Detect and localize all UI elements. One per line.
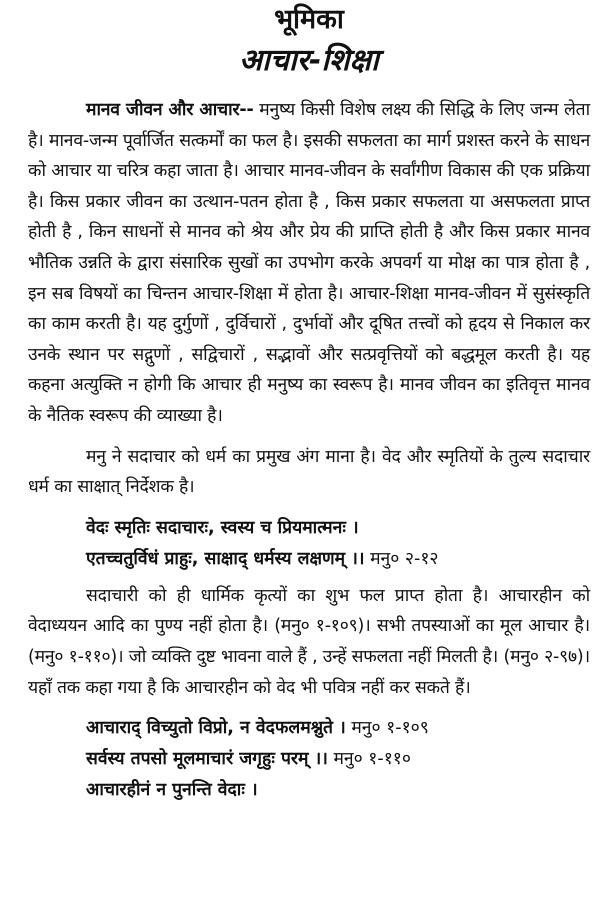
verse-1-line-1 [86, 513, 590, 544]
document-page [0, 3, 600, 901]
verse-2-reference-2: मनु० १-११० [327, 749, 412, 770]
verse-2-line-2-text: सर्वस्य तपसो मूलमाचारं जगृहुः परम् ।। [86, 749, 328, 770]
verse-1-line-2 [86, 544, 590, 575]
verse-2-line-1-text: आचाराद् विच्युतो विप्रो, न वेदफलमश्नुते । [86, 718, 346, 739]
paragraph-1 [28, 95, 590, 432]
verse-2-line-1 [86, 713, 590, 744]
verse-1-reference: मनु० २-१२ [364, 548, 439, 569]
verse-2-line-3 [86, 775, 590, 806]
verse-2-reference-1: मनु० १-१०९ [345, 718, 429, 739]
verse-block-2 [28, 713, 590, 806]
verse-block-1 [28, 513, 590, 575]
verse-1-line-1-text: वेदः स्मृतिः सदाचारः, स्वस्य च प्रियमात्मनः । [86, 517, 359, 538]
verse-1-line-2-text: एतच्चतुर्विधं प्राहुः, साक्षाद् धर्मस्य लक्षणम् ।। [86, 548, 365, 569]
verse-2-line-2 [86, 744, 590, 775]
page-heading: भूमिका [274, 4, 344, 35]
paragraph-1-text: मनुष्य किसी विशेष लक्ष्य की सिद्धि के लिए जन्म लेता है। मानव-जन्म पूर्वार्जित सत्कर्मों का फल है। इसकी सफलता का मार्ग प्रशस्त करने के साधन को आचार या चरित्र कहा जाता है। आचार मानव-जीवन के सर्वांगीण विकास की एक प्रक्रिया है। किस प्रकार जीवन का उत्थान-पतन होता है , किस प्रकार सफलता या असफलता प्राप्त होती है , किन साधनों से मानव को श्रेय और प्रेय की प्राप्ति होती है और किस प्रकार मानव भौतिक उन्नति के द्वारा संसारिक सुखों का उपभोग करके अपवर्ग या मोक्ष का पात्र होता है , इन सब विषयों का चिन्तन आचार-शिक्षा में होता है। आचार-शिक्षा मानव-जीवन में सुसंस्कृति का काम करती है। यह दुर्गुणों , दुर्विचारों , दुर्भावों और दूषित तत्त्वों को हृदय से निकाल कर उनके स्थान पर सद्गुणों , सद्विचारों , सद्भावों और सत्प्रवृत्तियों को बद्धमूल करती है। यह कहना अत्युक्ति न होगी कि आचार ही मनुष्य का स्वरूप है। मानव जीवन का इतिवृत्त मानव के नैतिक स्वरूप की व्याख्या है। [28, 100, 590, 426]
paragraph-2: मनु ने सदाचार को धर्म का प्रमुख अंग माना है। वेद और स्मृतियों के तुल्य सदाचार धर्म का साक्षात् निर्देशक है। [28, 446, 590, 498]
paragraph-3: सदाचारी को ही धार्मिक कृत्यों का शुभ फल प्राप्त होता है। आचारहीन को वेदाध्ययन आदि का पुण्य नहीं होता है। (मनु० १-१०९)। सभी तपस्याओं का मूल आचार है। (मनु० १-११०)। जो व्यक्ति दुष्ट भावना वाले हैं , उन्हें सफलता नहीं मिलती है। (मनु० २-९७)। यहाँ तक कहा गया है कि आचारहीन को वेद भी पवित्र नहीं कर सकते हैं। [28, 585, 590, 698]
chapter-title: आचार-शिक्षा [239, 43, 379, 78]
verse-2-line-3-text: आचारहीनं न पुनन्ति वेदाः । [86, 780, 258, 801]
paragraph-1-lead: मानव जीवन और आचार-- [86, 100, 254, 120]
